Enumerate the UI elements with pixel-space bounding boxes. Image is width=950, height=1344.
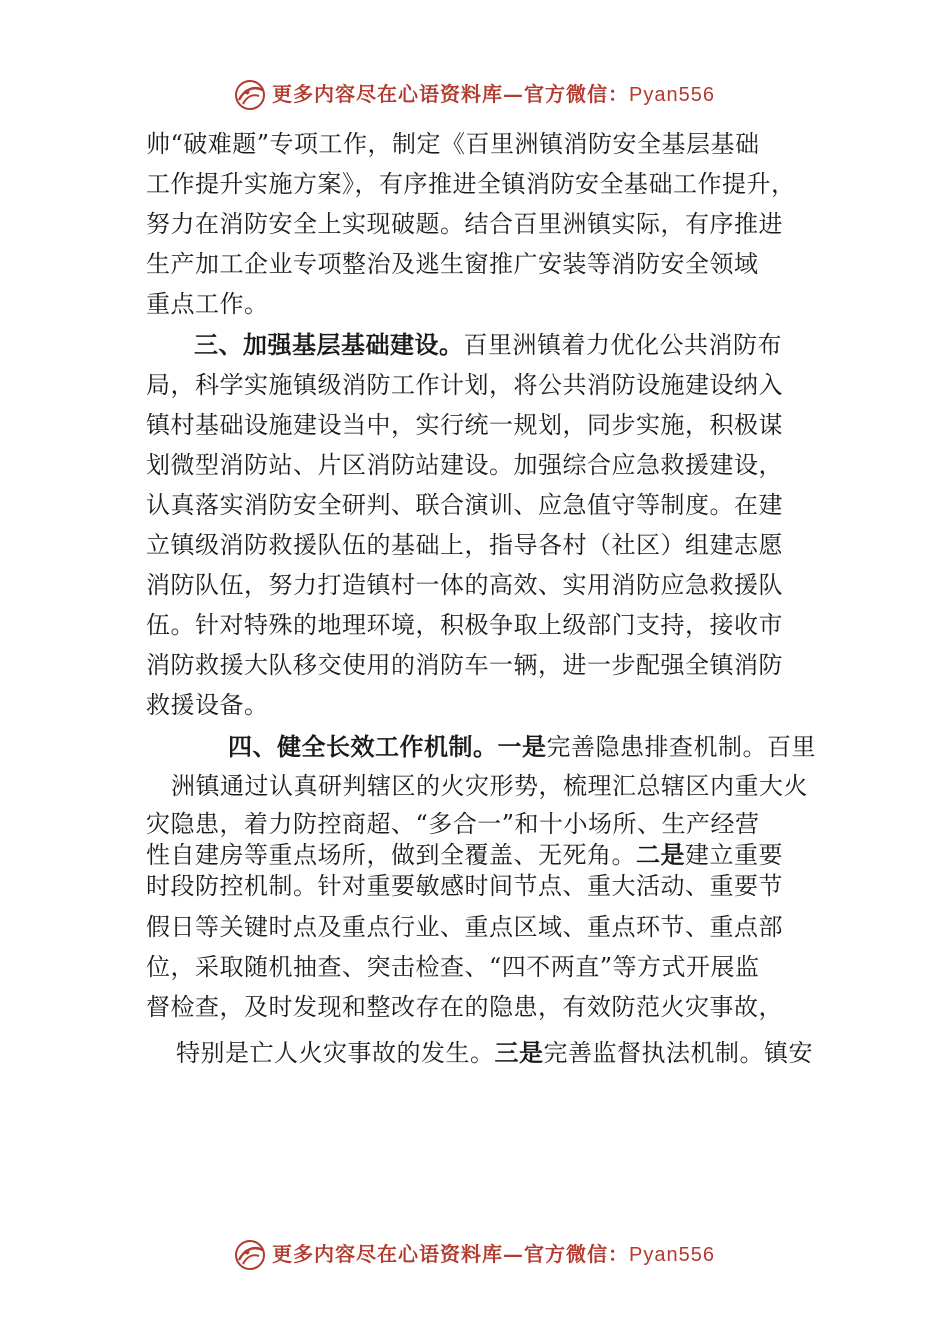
text-line: 重点工作。 <box>146 290 269 318</box>
banner-brand: Pyan556 <box>629 1244 715 1266</box>
banner-brand: Pyan556 <box>629 84 715 106</box>
text-line: 立镇级消防救援队伍的基础上，指导各村（社区）组建志愿 <box>146 531 783 559</box>
text-line: 灾隐患，着力防控商超、“多合一”和十小场所、生产经营 <box>146 810 760 838</box>
section-heading: 三、加强基层基础建设。 <box>194 331 464 359</box>
text-line: 性自建房等重点场所，做到全覆盖、无死角。二是建立重要 <box>146 841 783 869</box>
text-line: 位，采取随机抽查、突击检查、“四不两直”等方式开展监 <box>146 953 760 981</box>
text-line: 认真落实消防安全研判、联合演训、应急值守等制度。在建 <box>146 491 783 519</box>
footer-banner <box>0 1234 950 1274</box>
text-line: 伍。针对特殊的地理环境，积极争取上级部门支持，接收市 <box>146 611 783 639</box>
text-line: 救援设备。 <box>146 691 269 719</box>
header-banner <box>0 74 950 114</box>
text-line: 洲镇通过认真研判辖区的火灾形势，梳理汇总辖区内重大火 <box>171 772 808 800</box>
library-logo-icon <box>233 1238 267 1272</box>
text-line: 消防队伍，努力打造镇村一体的高效、实用消防应急救援队 <box>146 571 783 599</box>
banner-text: 更多内容尽在心语资料库—官方微信：Pyan556 <box>272 1242 715 1266</box>
library-logo-icon <box>233 78 267 112</box>
emphasis-mark: 一是 <box>497 733 547 761</box>
text-line: 努力在消防安全上实现破题。结合百里洲镇实际，有序推进 <box>146 210 783 238</box>
text-line: 时段防控机制。针对重要敏感时间节点、重大活动、重要节 <box>146 872 783 900</box>
text-line: 特别是亡人火灾事故的发生。三是完善监督执法机制。镇安 <box>176 1039 813 1067</box>
emphasis-mark: 二是 <box>636 841 685 869</box>
text-line: 工作提升实施方案》，有序推进全镇消防安全基础工作提升， <box>146 170 796 198</box>
text-line: 督检查，及时发现和整改存在的隐患，有效防范火灾事故， <box>146 993 783 1021</box>
text-line: 帅“破难题”专项工作，制定《百里洲镇消防安全基层基础 <box>146 130 760 158</box>
text-line: 三、加强基层基础建设。百里洲镇着力优化公共消防布 <box>194 331 782 359</box>
text-line: 局，科学实施镇级消防工作计划，将公共消防设施建设纳入 <box>146 371 783 399</box>
text-line: 假日等关键时点及重点行业、重点区域、重点环节、重点部 <box>146 913 783 941</box>
text-line: 生产加工企业专项整治及逃生窗推广安装等消防安全领域 <box>146 250 759 278</box>
text-line: 四、健全长效工作机制。一是完善隐患排查机制。百里 <box>228 733 816 761</box>
emphasis-mark: 三是 <box>494 1039 544 1067</box>
text-line: 划微型消防站、片区消防站建设。加强综合应急救援建设， <box>146 451 783 479</box>
text-line: 镇村基础设施建设当中，实行统一规划，同步实施，积极谋 <box>146 411 783 439</box>
banner-text: 更多内容尽在心语资料库—官方微信：Pyan556 <box>272 82 715 106</box>
section-heading: 四、健全长效工作机制。 <box>228 733 498 761</box>
text-line: 消防救援大队移交使用的消防车一辆，进一步配强全镇消防 <box>146 651 783 679</box>
